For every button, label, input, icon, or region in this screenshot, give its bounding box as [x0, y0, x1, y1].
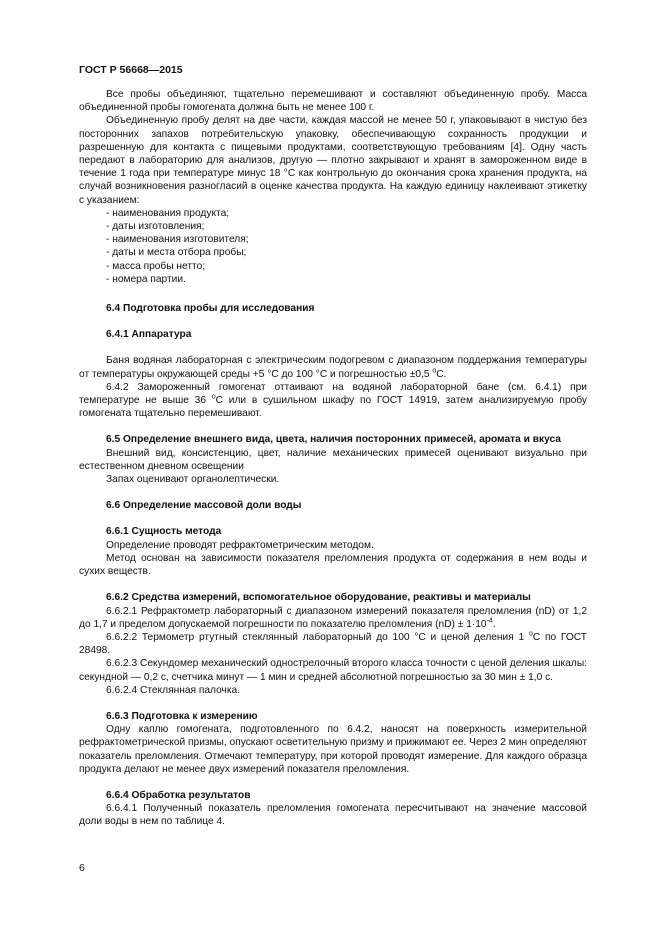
paragraph: Метод основан на зависимости показателя преломления продукта от содержания в нем воды и сухих веществ.: [79, 552, 587, 578]
paragraph: Все пробы объединяют, тщательно перемешивают и составляют объединенную пробу. Масса объединенной пробы гомогената должна быть не менее 100 г.: [79, 89, 587, 114]
list-item: - наименования продукта;: [106, 207, 230, 219]
section-heading: 6.4.1 Аппаратура: [106, 329, 192, 341]
page-number: 6: [79, 862, 85, 874]
section-heading: 6.4 Подготовка пробы для исследования: [106, 303, 315, 315]
list-item: - наименования изготовителя;: [106, 234, 249, 246]
paragraph: 6.4.2 Замороженный гомогенат оттаивают на водяной лабораторной бане (см. 6.4.1) при температуре не выше 36 $^о$С или в сушильном шкафу по ГОСТ 14919, затем анализируемую пробу гомогената тщательно перемешивают.: [79, 381, 587, 420]
list-item: - масса пробы нетто;: [106, 260, 206, 272]
document-body: [79, 88, 587, 829]
list-item: - даты изготовления;: [106, 221, 205, 233]
paragraph: 6.6.2.4 Стеклянная палочка.: [106, 684, 241, 696]
paragraph: Баня водяная лабораторная с электрическим подогревом с диапазоном поддержания температуры от температуры окружающей среды +5 °С до 100 °С и погрешностью ±0,5 $^о$С.: [79, 355, 587, 380]
paragraph: Внешний вид, консистенцию, цвет, наличие механических примесей оценивают визуально при естественном дневном освещении: [79, 447, 587, 472]
section-heading: 6.6.4 Обработка результатов: [106, 789, 251, 801]
section-heading: 6.6.2 Средства измерений, вспомогательное оборудование, реактивы и материалы: [106, 592, 531, 604]
paragraph: 6.6.2.1 Рефрактометр лабораторный с диапазоном измерений показателя преломления (nD) от 1,2 до 1,7 и пределом допускаемой погрешности по показателю преломления $(nD) \pm 1\cdot 10^{-4}$.: [79, 605, 587, 630]
paragraph: 6.6.2.3 Секундомер механический однострелочный второго класса точности с ценой деления шкалы: секундной — 0,2 с, счетчика минут — 1 мин и средней абсолютной погрешностью за 30 мин ± 1,0 с.: [79, 658, 587, 683]
paragraph: 6.6.2.2 Термометр ртутный стеклянный лабораторный до 100 °С и ценой деления 1 $^о$С по ГОСТ 28498.: [79, 630, 587, 657]
document-header: ГОСТ Р 56668—2015: [79, 64, 183, 76]
section-heading: 6.6 Определение массовой доли воды: [106, 500, 302, 512]
paragraph: Запах оценивают органолептически.: [106, 474, 280, 486]
paragraph: Объединенную пробу делят на две части, каждая массой не менее 50 г, упаковывают в чистую без посторонних запахов потребительскую упаковку, обеспечивающую сохранность продукции и разрешенную для контакта с пищевыми продуктами, соответствующую требованиям [4]. Одну часть передают в лабораторию для анализов, другую — плотно закрывают и хранят в замороженном виде в течение 1 года при температуре минус 18 °С как контрольную до окончания срока хранения продукта, на случай возникновения разногласий в оценке качества продукта. На каждую единицу наклеивают этикетку с указанием:: [79, 115, 587, 206]
section-heading: 6.5 Определение внешнего вида, цвета, наличия посторонних примесей, аромата и вкуса: [106, 434, 561, 446]
paragraph: Одну каплю гомогената, подготовленного по 6.4.2, наносят на поверхность измерительной рефрактометрической призмы, опускают осветительную призму и прижимают ее. Через 2 мин определяют показатель преломления. Отмечают температуру, при которой проводят измерение. Для каждого образца продукта делают не менее двух измерений показателя преломления.: [79, 724, 587, 775]
paragraph: 6.6.4.1 Полученный показатель преломления гомогената пересчитывают на значение массовой доли воды в нем по таблице 4.: [79, 803, 587, 828]
list-item: - даты и места отбора пробы;: [106, 247, 247, 259]
list-item: - номера партии.: [106, 273, 186, 285]
label-list: [79, 207, 587, 286]
section-heading: 6.6.3 Подготовка к измерению: [106, 710, 258, 722]
section-heading: 6.6.1 Сущность метода: [106, 526, 222, 538]
paragraph: Определение проводят рефрактометрическим методом.: [106, 539, 374, 551]
